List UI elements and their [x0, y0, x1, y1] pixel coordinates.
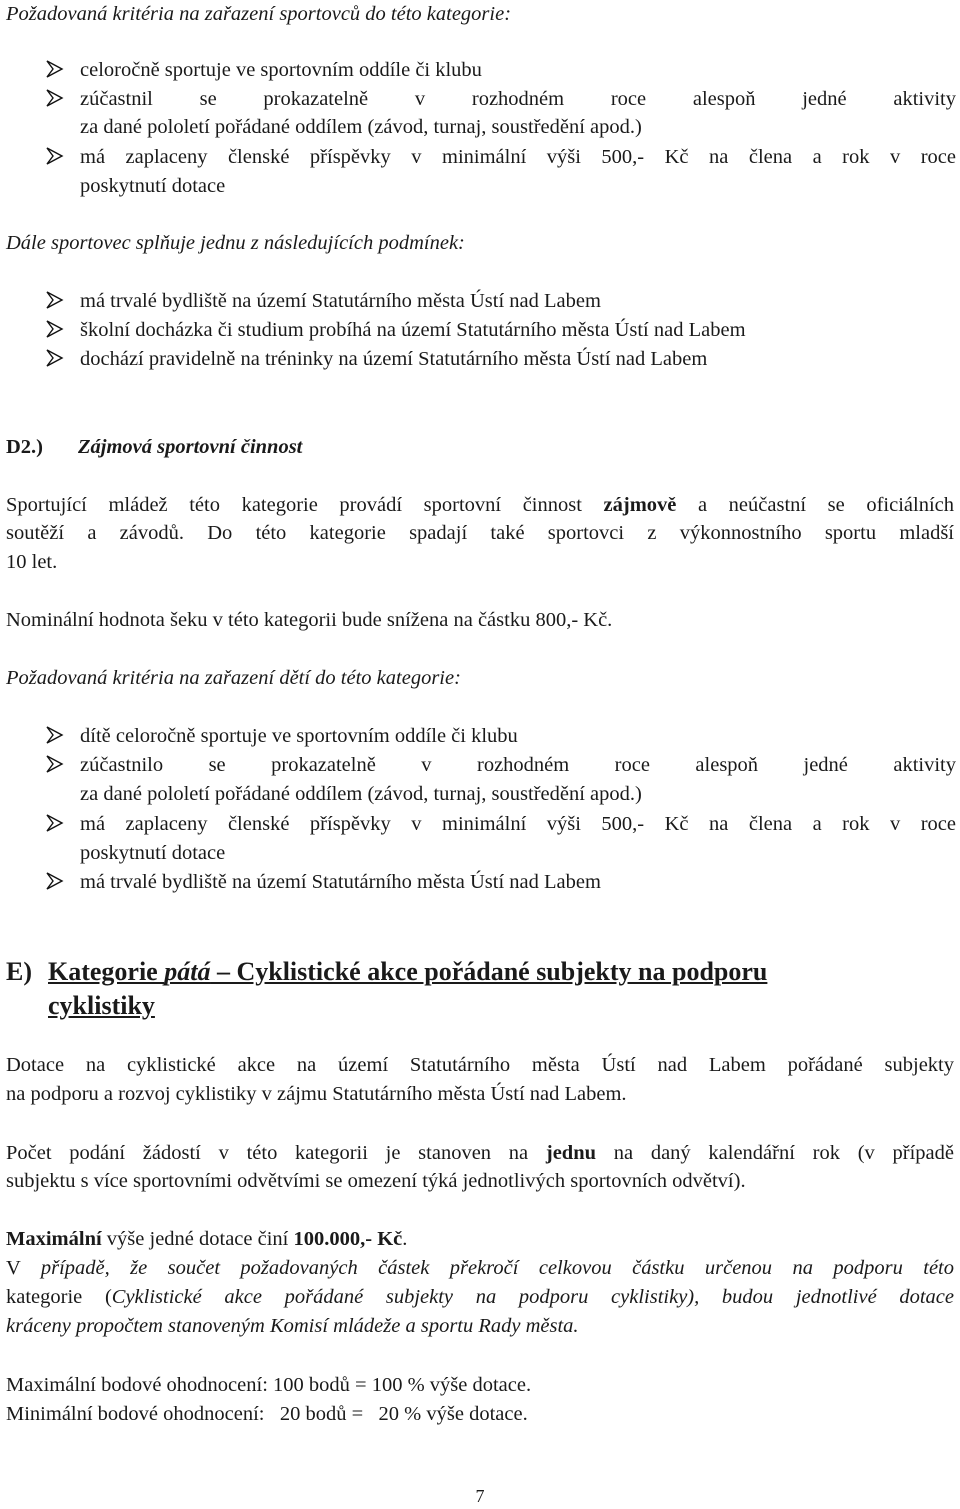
paragraph-line: Dotace na cyklistické akce na území Statutárního města Ústí nad Labem pořádané subjekty	[6, 1054, 954, 1076]
note-line: V případě, že součet požadovaných částek překročí celkovou částku určenou na podporu této	[6, 1257, 955, 1279]
score-min: Minimální bodové ohodnocení: 20 bodů = 20 % výše dotace.	[6, 1403, 528, 1425]
arrow-bullet-icon	[44, 86, 70, 112]
section-code: D2.)	[6, 436, 44, 458]
paragraph-line: subjektu s více sportovními odvětvími se omezení týká jednotlivých sportovních odvětví).	[6, 1170, 746, 1192]
note-line: kráceny propočtem stanoveným Komisí mládeže a sportu Rady města.	[6, 1315, 579, 1337]
criteria-item: celoročně sportuje ve sportovním oddíle či klubu	[80, 59, 482, 81]
paragraph-line: soutěží a závodů. Do této kategorie spadají také sportovci z výkonnostního sportu mladší	[6, 522, 954, 544]
criteria-item-continuation: za dané pololetí pořádané oddílem (závod, turnaj, soustředění apod.)	[80, 116, 642, 138]
arrow-bullet-icon	[44, 57, 70, 83]
paragraph: Nominální hodnota šeku v této kategorii bude snížena na částku 800,- Kč.	[6, 609, 613, 631]
section-title: Zájmová sportovní činnost	[78, 436, 303, 458]
section-heading-continuation: cyklistiky	[48, 991, 155, 1020]
criteria-heading: Požadovaná kritéria na zařazení dětí do této kategorie:	[6, 667, 461, 689]
criteria-item: má zaplaceny členské příspěvky v minimální výši 500,- Kč na člena a rok v roce	[80, 813, 956, 835]
condition-intro: Dále sportovec splňuje jednu z následujících podmínek:	[6, 232, 465, 254]
paragraph-line: na podporu a rozvoj cyklistiky v zájmu Statutárního města Ústí nad Labem.	[6, 1083, 627, 1105]
arrow-bullet-icon	[44, 288, 70, 314]
criteria-item: dítě celoročně sportuje ve sportovním oddíle či klubu	[80, 725, 518, 747]
arrow-bullet-icon	[44, 869, 70, 895]
arrow-bullet-icon	[44, 811, 70, 837]
condition-item: má trvalé bydliště na území Statutárního města Ústí nad Labem	[80, 290, 601, 312]
arrow-bullet-icon	[44, 346, 70, 372]
condition-item: dochází pravidelně na tréninky na území Statutárního města Ústí nad Labem	[80, 348, 708, 370]
paragraph-line: 10 let.	[6, 551, 58, 573]
max-grant: Maximální výše jedné dotace činí 100.000,- Kč.	[6, 1228, 408, 1250]
criteria-item: má trvalé bydliště na území Statutárního města Ústí nad Labem	[80, 871, 601, 893]
criteria-item: má zaplaceny členské příspěvky v minimální výši 500,- Kč na člena a rok v roce	[80, 146, 956, 168]
criteria-heading: Požadovaná kritéria na zařazení sportovců do této kategorie:	[6, 3, 512, 25]
paragraph-line: Sportující mládež této kategorie provádí sportovní činnost zájmově a neúčastní se oficiálních	[6, 494, 955, 516]
paragraph-line: Počet podání žádostí v této kategorii je stanoven na jednu na daný kalendářní rok (v případě	[6, 1142, 954, 1164]
section-heading: Kategorie pátá – Cyklistické akce pořádané subjekty na podporu	[48, 957, 768, 986]
arrow-bullet-icon	[44, 144, 70, 170]
page-number: 7	[475, 1486, 485, 1506]
criteria-item-continuation: poskytnutí dotace	[80, 175, 226, 197]
section-letter: E)	[6, 957, 32, 986]
criteria-item-continuation: poskytnutí dotace	[80, 842, 226, 864]
score-max: Maximální bodové ohodnocení: 100 bodů = 100 % výše dotace.	[6, 1374, 532, 1396]
criteria-item: zúčastnilo se prokazatelně v rozhodném roce alespoň jedné aktivity	[80, 754, 956, 776]
note-line: kategorie (Cyklistické akce pořádané subjekty na podporu cyklistiky), budou jednotlivé dotace	[6, 1286, 955, 1308]
criteria-item: zúčastnil se prokazatelně v rozhodném roce alespoň jedné aktivity	[80, 88, 956, 110]
criteria-item-continuation: za dané pololetí pořádané oddílem (závod, turnaj, soustředění apod.)	[80, 783, 642, 805]
arrow-bullet-icon	[44, 317, 70, 343]
arrow-bullet-icon	[44, 723, 70, 749]
arrow-bullet-icon	[44, 752, 70, 778]
condition-item: školní docházka či studium probíhá na území Statutárního města Ústí nad Labem	[80, 319, 746, 341]
